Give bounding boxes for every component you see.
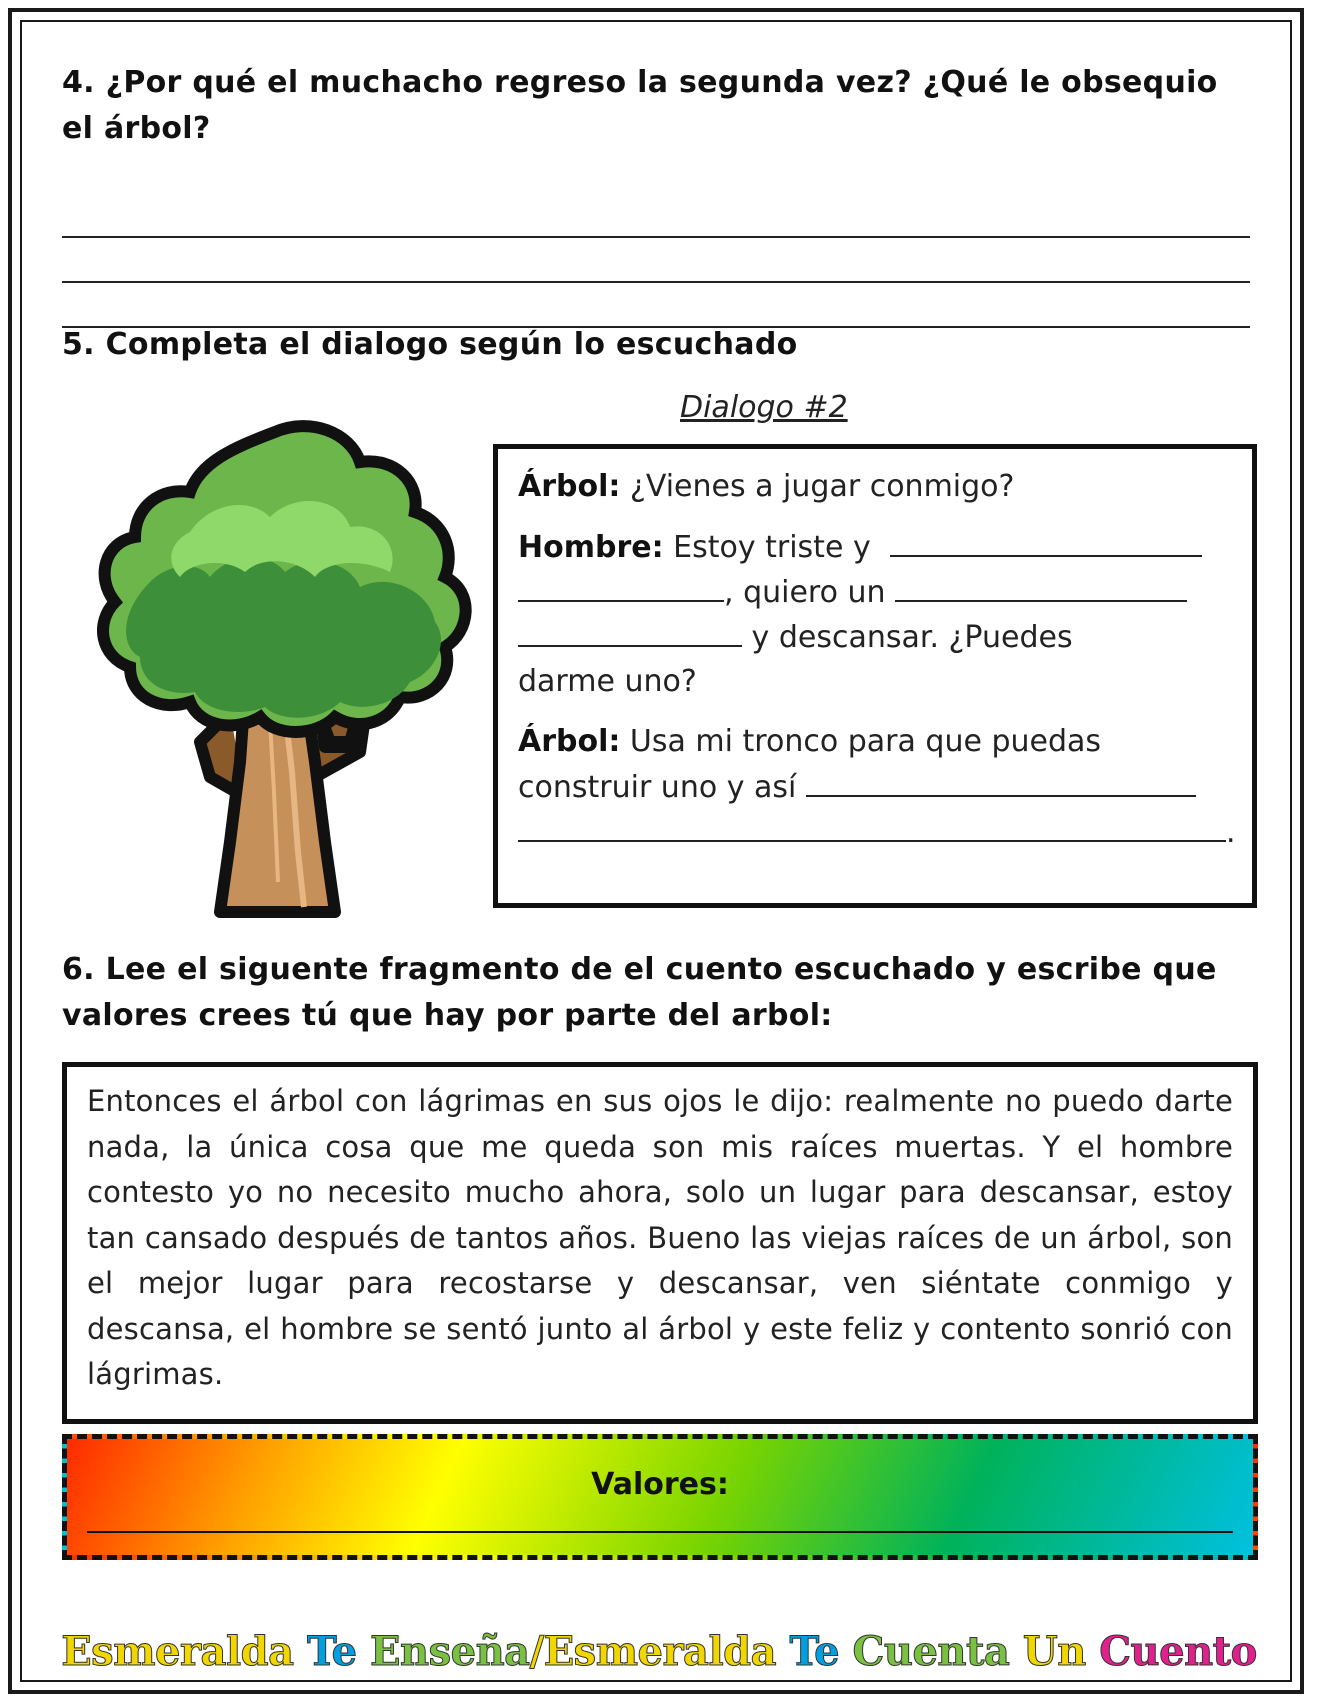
valores-label: Valores: [591,1467,729,1502]
fill-blank[interactable] [518,619,742,647]
speaker-label: Hombre: [518,530,664,565]
footer-word: Esmeralda [61,1628,294,1675]
footer-word: Te [776,1628,840,1675]
fill-blank[interactable] [806,769,1196,797]
fill-blank[interactable] [895,574,1187,602]
dialogue-title: Dialogo #2 [680,390,848,425]
valores-answer-line[interactable] [87,1531,1233,1533]
tree-illustration [60,412,490,922]
story-fragment-box [62,1062,1258,1424]
fill-blank[interactable] [890,529,1202,557]
speaker-label: Árbol: [518,469,621,504]
answer-line [62,281,1250,283]
footer-word: Cuenta [839,1628,1010,1675]
dialogue-text: y descansar. ¿Puedes [742,620,1073,655]
dialogue-line [518,814,1236,850]
dialogue-line: darme uno? [518,664,697,699]
question-5: 5. Completa el dialogo según lo escuchado [62,327,798,362]
question-6: 6. Lee el siguente fragmento de el cuento escuchado y escribe que valores crees tú que hay por parte del arbol: [62,952,1217,1033]
valores-answer-box [62,1434,1258,1560]
dialogue-text: . [1226,815,1236,850]
dialogue-line [518,574,1187,610]
story-fragment-text: Entonces el árbol con lágrimas en sus ojos le dijo: realmente no puedo darte nada, la única cosa que me queda son mis raíces muertas. Y el hombre contesto yo no necesito mucho ahora, solo un lugar para descansar, estoy tan cansado después de tantos años. Bueno las viejas raíces de un árbol, son el mejor lugar para recostarse y descansar, ven siéntate conmigo y descansa, el hombre se sentó junto al árbol y este feliz y contento sonrió con lágrimas. [87,1084,1233,1391]
dialogue-box [493,444,1257,908]
dialogue-text: Estoy triste y [663,530,871,565]
dialogue-text: construir uno y así [518,770,797,805]
dialogue-line [518,529,1202,565]
question-4: 4. ¿Por qué el muchacho regreso la segunda vez? ¿Qué le obsequio el árbol? [62,65,1218,146]
answer-line [62,236,1250,238]
footer-word: /Esmeralda [529,1628,777,1675]
footer-word: Enseña [356,1628,530,1675]
dialogue-text: Usa mi tronco para que puedas [620,724,1102,759]
speaker-label: Árbol: [518,724,621,759]
dialogue-text: , quiero un [724,575,886,610]
dialogue-text: ¿Vienes a jugar conmigo? [620,469,1015,504]
footer-word: Cuento [1085,1628,1257,1675]
fill-blank[interactable] [518,574,724,602]
dialogue-line [518,724,1101,759]
dialogue-line [518,469,1014,504]
footer-brand [0,1628,1318,1675]
fill-blank[interactable] [518,814,1226,842]
dialogue-line [518,619,1073,655]
dialogue-line [518,769,1196,805]
footer-word: Un [1009,1628,1086,1675]
footer-word: Te [293,1628,357,1675]
